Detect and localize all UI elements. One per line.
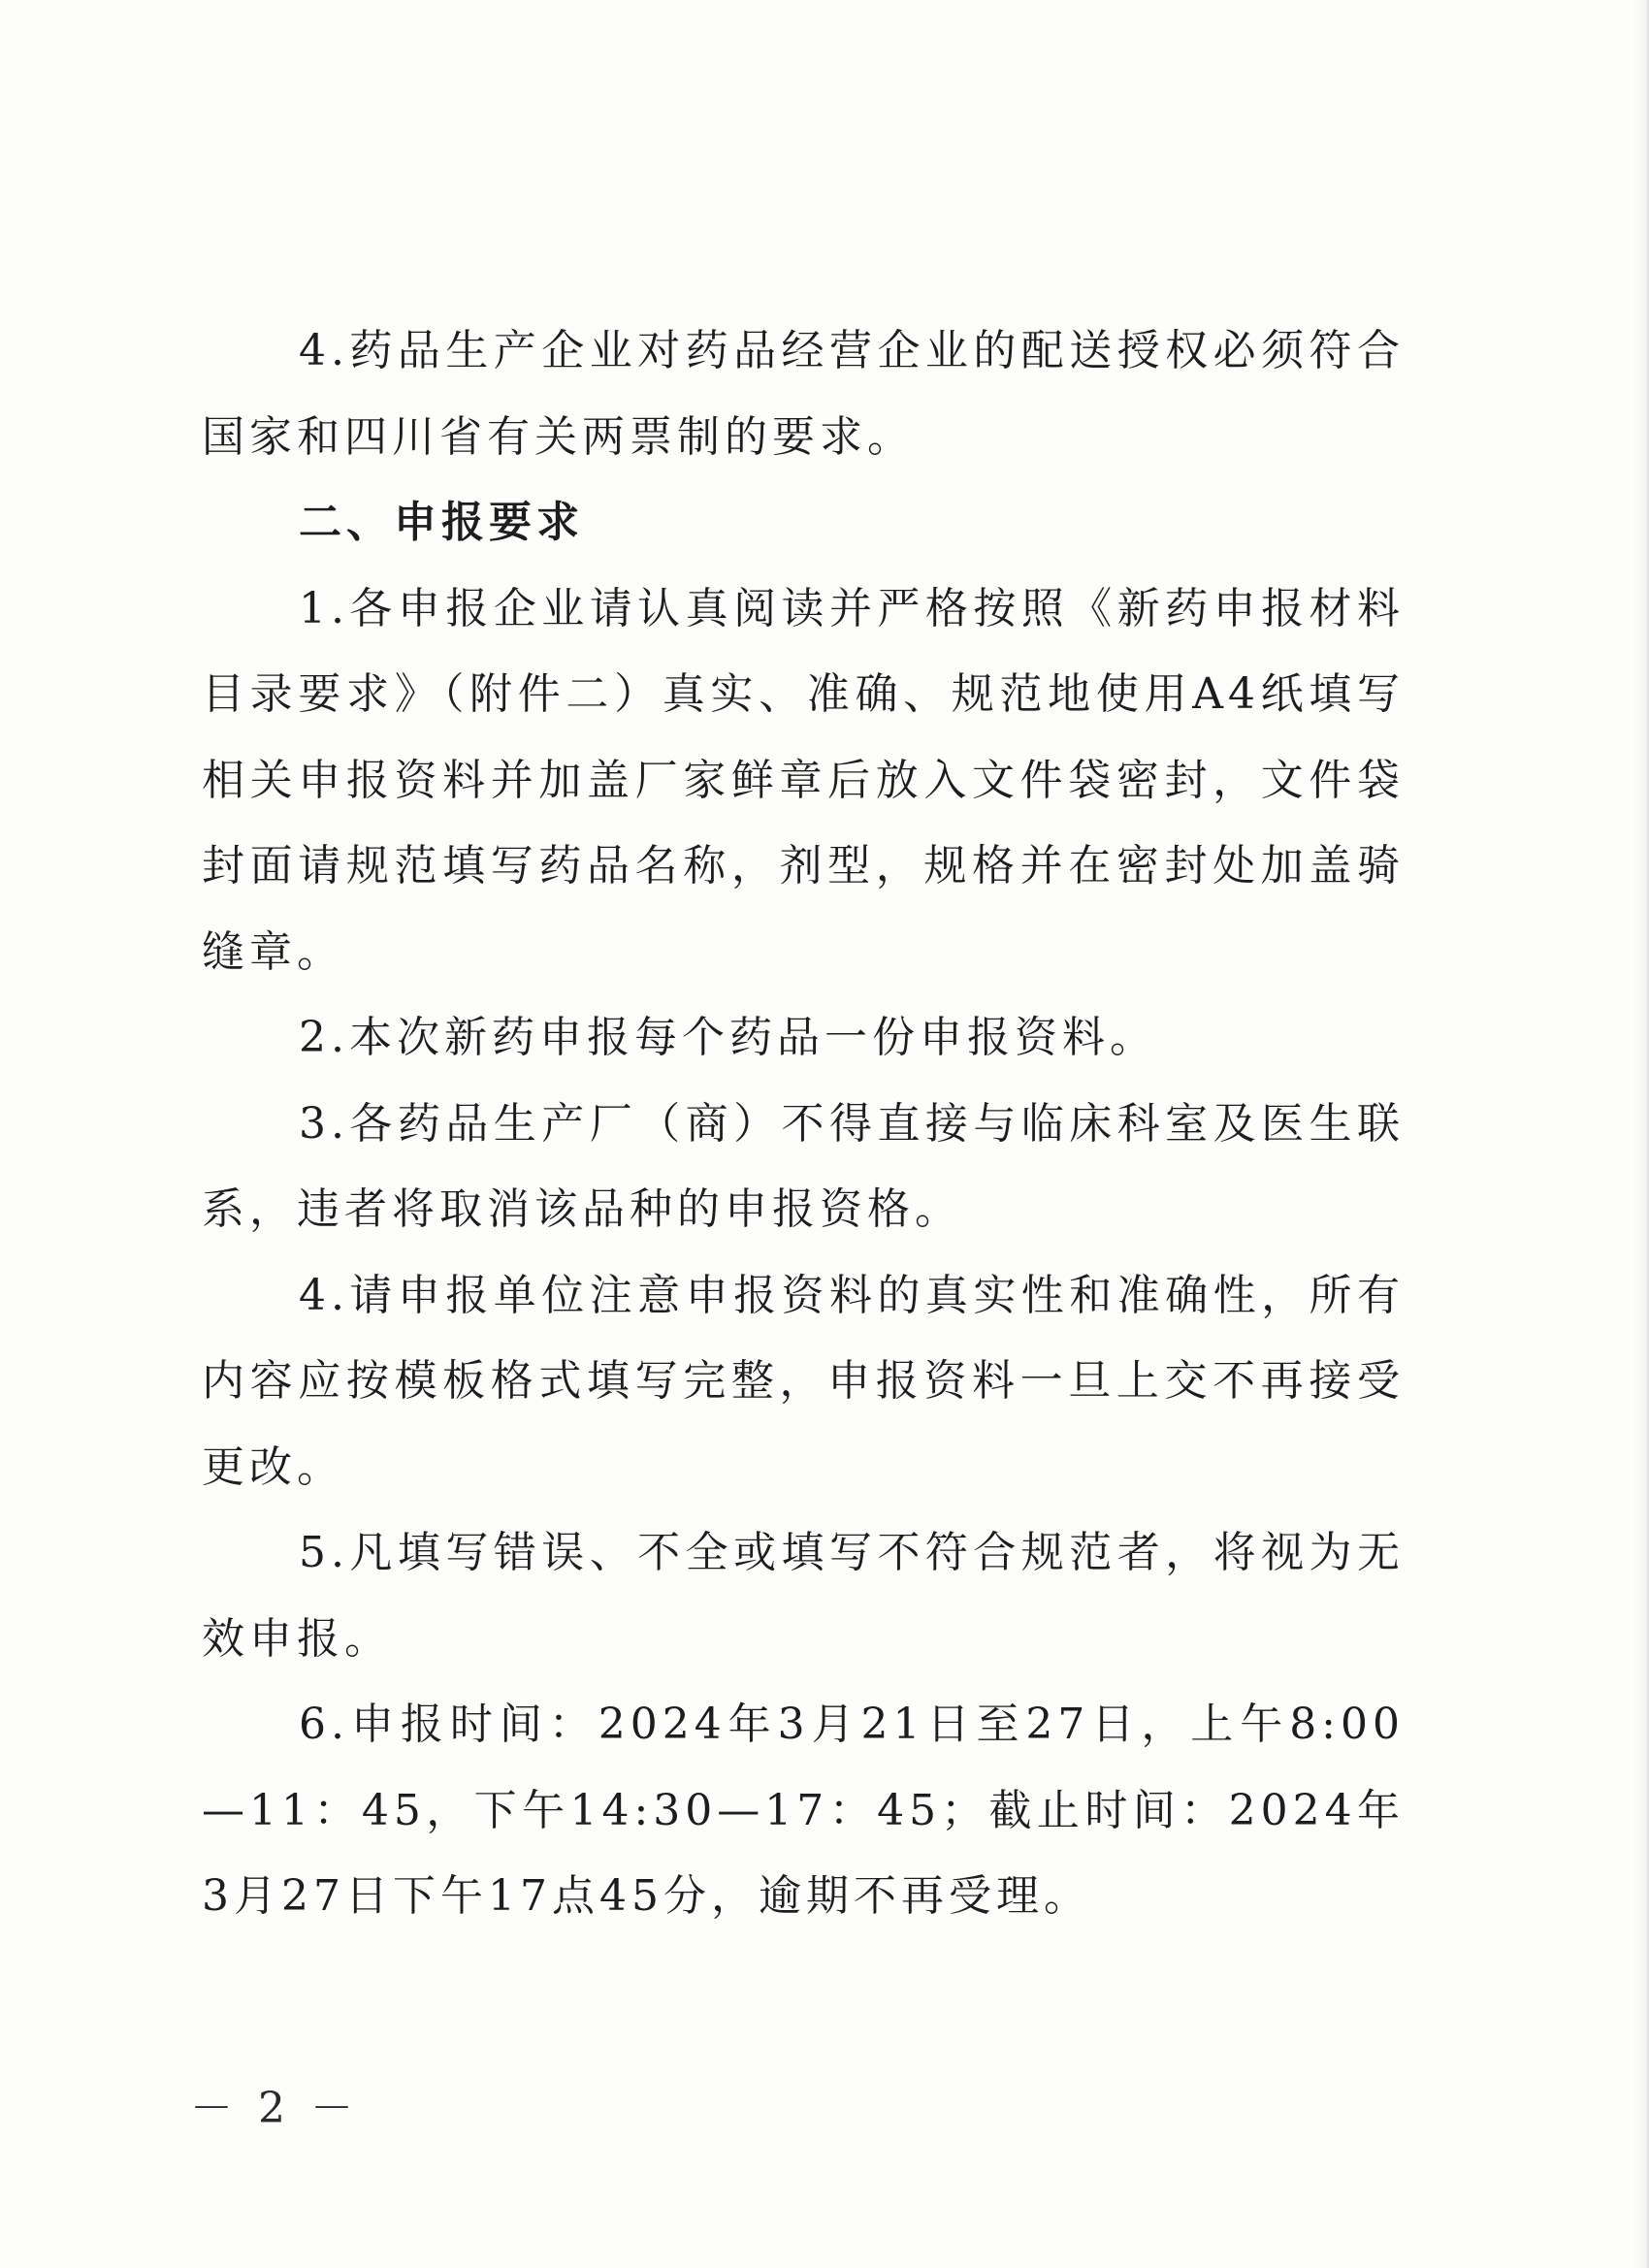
paragraph-authenticity: 4.请申报单位注意申报资料的真实性和准确性，所有内容应按模板格式填写完整，申报资料一旦上交不再接受更改。: [202, 1270, 1405, 1492]
paragraph-application-time: 6.申报时间：2024年3月21日至27日，上午8:00—11：45，下午14:30—17：45；截止时间：2024年3月27日下午17点45分，逾期不再受理。: [202, 1700, 1405, 1921]
page-number: － 2 －: [190, 2084, 359, 2133]
section-heading-application-requirements: 二、申报要求: [299, 498, 584, 547]
paragraph-one-copy-per-drug: 2.本次新药申报每个药品一份申报资料。: [299, 1013, 1157, 1062]
paragraph-invalid-application: 5.凡填写错误、不全或填写不符合规范者，将视为无效申报。: [202, 1528, 1405, 1664]
paragraph-two-invoice-requirement: 4.药品生产企业对药品经营企业的配送授权必须符合国家和四川省有关两票制的要求。: [202, 326, 1405, 462]
document-body: [202, 308, 1405, 1940]
scan-edge-shadow: [1633, 0, 1647, 2268]
paragraph-no-direct-contact: 3.各药品生产厂（商）不得直接与临床科室及医生联系，违者将取消该品种的申报资格。: [202, 1098, 1405, 1234]
paragraph-materials-requirement: 1.各申报企业请认真阅读并严格按照《新药申报材料目录要求》（附件二）真实、准确、规范地使用A4纸填写相关申报资料并加盖厂家鲜章后放入文件袋密封，文件袋封面请规范填写药品名称，剂型，规格并在密封处加盖骑缝章。: [202, 583, 1405, 977]
